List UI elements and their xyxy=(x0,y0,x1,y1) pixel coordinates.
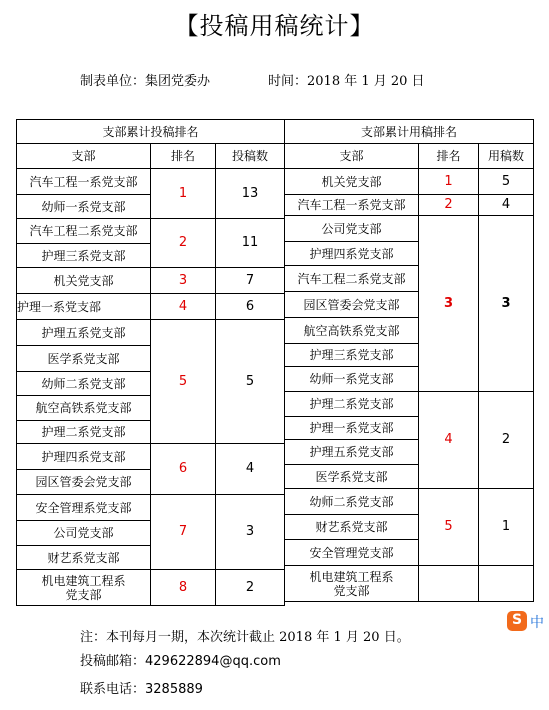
branch-name-cell: 护理五系党支部 xyxy=(285,440,419,465)
branch-name-cell: 机关党支部 xyxy=(285,169,419,195)
email-label: 投稿邮箱： xyxy=(80,654,146,669)
adoption-ranking-table xyxy=(284,119,534,602)
branch-name-cell: 幼师二系党支部 xyxy=(285,489,419,515)
table-row xyxy=(285,216,534,242)
count-cell: 1 xyxy=(479,489,534,566)
branch-name-cell: 机电建筑工程系 党支部 xyxy=(285,566,419,602)
count-cell: 2 xyxy=(479,392,534,489)
branch-name-cell: 医学系党支部 xyxy=(285,465,419,489)
branch-name-cell: 护理三系党支部 xyxy=(17,244,151,268)
phone-label: 联系电话： xyxy=(80,682,146,697)
table-row xyxy=(285,489,534,515)
sogou-ime-icon: S xyxy=(507,611,527,631)
count-cell: 3 xyxy=(216,495,285,570)
branch-name-cell: 幼师一系党支部 xyxy=(17,195,151,219)
footer-note: 注：本刊每月一期，本次统计截止 2018 年 1 月 20 日。 xyxy=(80,630,410,645)
branch-name-cell: 机关党支部 xyxy=(17,268,151,294)
report-date: 时间：2018 年 1 月 20 日 xyxy=(268,74,425,89)
branch-name-cell: 护理五系党支部 xyxy=(17,320,151,346)
rank-cell: 1 xyxy=(419,169,479,195)
compiler-unit: 制表单位：集团党委办 xyxy=(80,74,211,89)
rank-cell: 3 xyxy=(419,216,479,392)
branch-name-cell: 园区管委会党支部 xyxy=(17,470,151,495)
count-cell: 11 xyxy=(216,219,285,268)
branch-name-cell: 公司党支部 xyxy=(285,216,419,242)
branch-name-cell: 财艺系党支部 xyxy=(285,515,419,540)
table-row xyxy=(17,268,285,294)
branch-name-cell: 安全管理系党支部 xyxy=(17,495,151,521)
rank-cell xyxy=(419,566,479,602)
count-cell: 7 xyxy=(216,268,285,294)
count-cell: 4 xyxy=(216,444,285,495)
table-row xyxy=(17,294,285,320)
table-row xyxy=(17,219,285,244)
rank-cell: 4 xyxy=(419,392,479,489)
table-row xyxy=(17,570,285,606)
branch-name-cell: 医学系党支部 xyxy=(17,346,151,372)
branch-name-cell: 汽车工程二系党支部 xyxy=(285,266,419,292)
branch-name-cell: 护理一系党支部 xyxy=(17,294,151,320)
table-row xyxy=(17,320,285,346)
rank-cell: 1 xyxy=(151,169,216,219)
count-cell: 2 xyxy=(216,570,285,606)
branch-name-cell: 机电建筑工程系 党支部 xyxy=(17,570,151,606)
branch-name-cell: 护理四系党支部 xyxy=(285,242,419,266)
branch-name-cell: 公司党支部 xyxy=(17,521,151,546)
column-header-rank: 排名 xyxy=(419,144,479,169)
column-header-rank: 排名 xyxy=(151,144,216,169)
branch-name-cell: 幼师二系党支部 xyxy=(17,372,151,396)
branch-name-cell: 护理三系党支部 xyxy=(285,344,419,367)
table-row xyxy=(17,444,285,470)
rank-cell: 5 xyxy=(151,320,216,444)
branch-name-cell: 护理一系党支部 xyxy=(285,417,419,440)
table-row xyxy=(285,169,534,195)
count-cell: 5 xyxy=(479,169,534,195)
table-row xyxy=(17,169,285,195)
branch-name-cell: 汽车工程一系党支部 xyxy=(17,169,151,195)
column-header-count: 投稿数 xyxy=(216,144,285,169)
phone-value: 3285889 xyxy=(145,682,203,697)
branch-name-cell: 护理四系党支部 xyxy=(17,444,151,470)
branch-name-cell: 财艺系党支部 xyxy=(17,546,151,570)
rank-cell: 3 xyxy=(151,268,216,294)
branch-name-cell: 园区管委会党支部 xyxy=(285,292,419,318)
branch-name-cell: 幼师一系党支部 xyxy=(285,367,419,392)
branch-name-cell: 航空高铁系党支部 xyxy=(285,318,419,344)
count-cell: 5 xyxy=(216,320,285,444)
column-header-branch: 支部 xyxy=(17,144,151,169)
rank-cell: 6 xyxy=(151,444,216,495)
count-cell: 6 xyxy=(216,294,285,320)
branch-name-cell: 护理二系党支部 xyxy=(285,392,419,417)
table-row xyxy=(285,566,534,602)
count-cell xyxy=(479,566,534,602)
branch-name-cell: 安全管理党支部 xyxy=(285,540,419,566)
table-heading: 支部累计用稿排名 xyxy=(285,120,534,144)
table-heading: 支部累计投稿排名 xyxy=(17,120,285,144)
column-header-count: 用稿数 xyxy=(479,144,534,169)
rank-cell: 2 xyxy=(419,195,479,216)
input-mode-indicator: 中 xyxy=(530,615,544,631)
footer-phone-line xyxy=(80,678,203,697)
count-cell: 3 xyxy=(479,216,534,392)
table-row xyxy=(17,495,285,521)
table-row xyxy=(285,195,534,216)
rank-cell: 2 xyxy=(151,219,216,268)
rank-cell: 8 xyxy=(151,570,216,606)
rank-cell: 4 xyxy=(151,294,216,320)
rank-cell: 5 xyxy=(419,489,479,566)
branch-name-cell: 汽车工程二系党支部 xyxy=(17,219,151,244)
rank-cell: 7 xyxy=(151,495,216,570)
email-value: 429622894@qq.com xyxy=(145,654,281,669)
branch-name-cell: 护理二系党支部 xyxy=(17,421,151,444)
submission-ranking-table xyxy=(16,119,285,606)
table-row xyxy=(285,392,534,417)
footer-email-line xyxy=(80,650,281,669)
column-header-branch: 支部 xyxy=(285,144,419,169)
count-cell: 4 xyxy=(479,195,534,216)
page-title: 【投稿用稿统计】 xyxy=(174,12,375,40)
count-cell: 13 xyxy=(216,169,285,219)
branch-name-cell: 航空高铁系党支部 xyxy=(17,396,151,421)
ime-status-badge[interactable] xyxy=(505,609,549,635)
branch-name-cell: 汽车工程一系党支部 xyxy=(285,195,419,216)
